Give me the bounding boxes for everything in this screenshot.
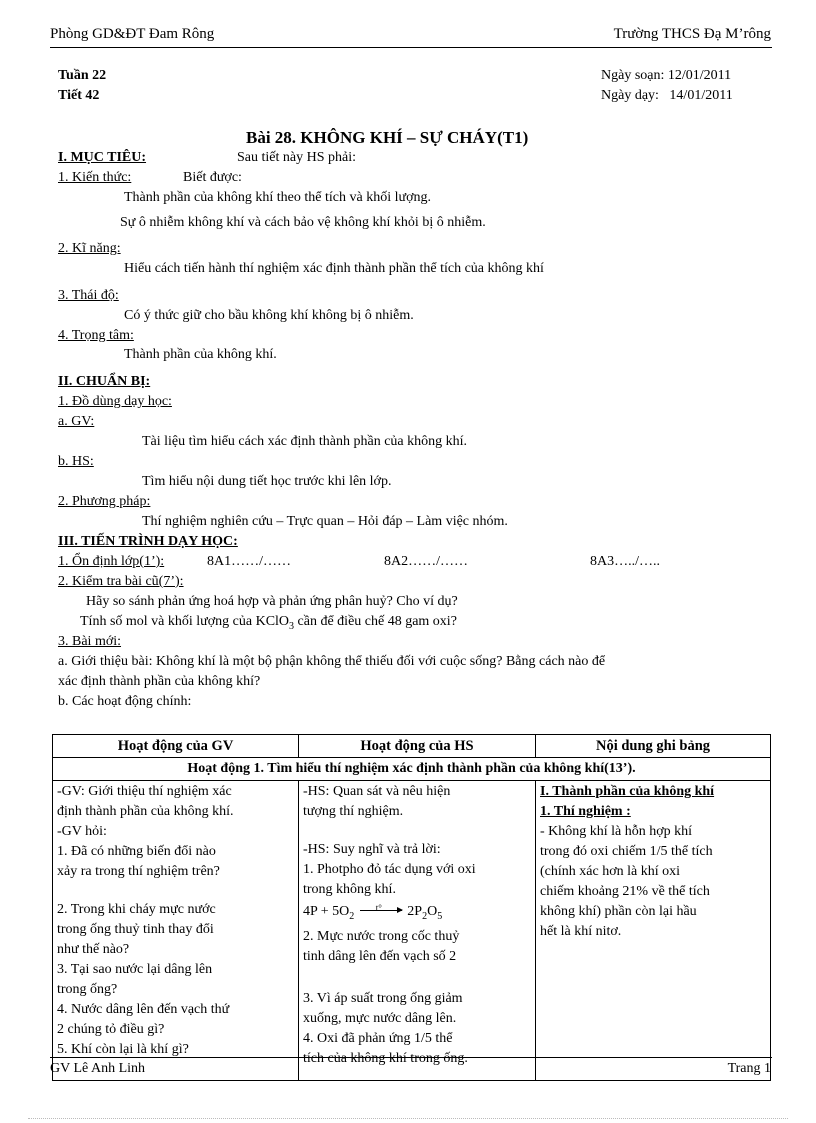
board-line: - Không khí là hỗn hợp khí <box>540 824 693 839</box>
teacher-prep-item: Tài liệu tìm hiểu cách xác định thành phần của không khí. <box>142 434 468 449</box>
table-row <box>53 781 771 1081</box>
board-line: hết là khí nitơ. <box>540 924 622 939</box>
introduction-text: xác định thành phần của không khí? <box>58 674 261 689</box>
board-line: chiếm khoảng 21% về thể tích <box>540 884 710 899</box>
student-line: tượng thí nghiệm. <box>303 804 404 819</box>
equation-product: 2P <box>407 904 423 919</box>
equation-reactants: 4P + 5O <box>303 904 350 919</box>
spacer <box>57 882 294 900</box>
board-line: (chính xác hơn là khí oxi <box>540 864 680 879</box>
teacher-line: trong ống? <box>57 982 118 997</box>
student-line: 1. Photpho đỏ tác dụng với oxi <box>303 862 476 877</box>
spacer <box>303 967 531 989</box>
week-label: Tuần 22 <box>58 68 107 83</box>
subscript: 3 <box>289 620 295 632</box>
heat-condition: t° <box>375 903 382 913</box>
objectives-intro: Sau tiết này HS phải: <box>237 150 356 165</box>
page-number: Trang 1 <box>727 1061 771 1076</box>
teacher-line: như thế nào? <box>57 942 130 957</box>
review-question-text: cần để điều chế 48 gam oxi? <box>294 614 457 629</box>
review-heading: 2. Kiểm tra bài cũ(7’): <box>58 574 184 589</box>
board-line: không khí) phần còn lại hầu <box>540 904 697 919</box>
footer-rule <box>50 1057 772 1058</box>
attitude-item: Có ý thức giữ cho bầu không khí không bị ô nhiễm. <box>124 308 414 323</box>
equation-product: O <box>427 904 438 919</box>
student-line: 3. Vì áp suất trong ống giảm <box>303 990 463 1006</box>
review-question: Hãy so sánh phản ứng hoá hợp và phản ứng phân huỷ? Cho ví dụ? <box>86 594 458 609</box>
chemical-equation <box>303 902 531 927</box>
section-objectives-heading: I. MỤC TIÊU: <box>58 150 147 165</box>
teacher-line: xảy ra trong thí nghiệm trên? <box>57 864 220 879</box>
section-process-heading: III. TIẾN TRÌNH DẠY HỌC: <box>58 534 238 549</box>
teacher-line: định thành phần của không khí. <box>57 804 234 819</box>
board-subheading: 1. Thí nghiệm : <box>540 804 631 819</box>
student-line: xuống, mực nước dâng lên. <box>303 1010 457 1026</box>
student-line: 4. Oxi đã phản ứng 1/5 thể <box>303 1030 453 1046</box>
method-heading: 2. Phương pháp: <box>58 494 151 509</box>
student-line: tích của không khí trong ống. <box>303 1050 468 1066</box>
column-student: Hoạt động của HS <box>299 735 536 758</box>
activity-title-row <box>53 758 771 781</box>
knowledge-heading: 1. Kiến thức: <box>58 170 132 185</box>
focus-heading: 4. Trọng tâm: <box>58 328 134 343</box>
knowledge-item: Sự ô nhiễm không khí và cách bảo vệ không khí khỏi bị ô nhiễm. <box>120 215 486 230</box>
teacher-line: 3. Tại sao nước lại dâng lên <box>57 962 213 977</box>
main-activities-label: b. Các hoạt động chính: <box>58 694 192 709</box>
table-header-row <box>53 735 771 758</box>
student-prep-heading: b. HS: <box>58 454 94 469</box>
attitude-heading: 3. Thái độ: <box>58 288 119 303</box>
footer-author: GV Lê Anh Linh <box>50 1061 146 1076</box>
reaction-arrow-icon <box>360 903 402 913</box>
page-edge-divider <box>28 1118 788 1119</box>
student-line: -HS: Suy nghĩ và trả lời: <box>303 842 441 857</box>
focus-item: Thành phần của không khí. <box>124 347 277 362</box>
teacher-activity-cell <box>53 781 299 1081</box>
knowledge-intro: Biết được: <box>183 170 242 185</box>
column-board-content: Nội dung ghi bảng <box>536 735 771 758</box>
spacer <box>303 822 531 840</box>
review-question-text: Tính số mol và khối lượng của KClO <box>80 614 290 629</box>
student-prep-item: Tìm hiểu nội dung tiết học trước khi lên lớp. <box>142 474 392 489</box>
teacher-line: 4. Nước dâng lên đến vạch thứ <box>57 1002 230 1017</box>
teacher-line: -GV hỏi: <box>57 824 107 839</box>
activities-table <box>52 734 771 1081</box>
board-line: trong đó oxi chiếm 1/5 thể tích <box>540 844 713 859</box>
student-line: tinh dâng lên đến vạch số 2 <box>303 948 457 964</box>
teacher-prep-heading: a. GV: <box>58 414 95 429</box>
activity-title: Hoạt động 1. Tìm hiểu thí nghiệm xác định thành phần của không khí(13’). <box>53 758 771 781</box>
stabilize-heading: 1. Ổn định lớp(1’): <box>58 554 165 569</box>
class-attendance-8a1: 8A1……/…… <box>207 554 291 569</box>
teacher-line: trong ống thuỷ tinh thay đổi <box>57 922 214 937</box>
column-teacher: Hoạt động của GV <box>53 735 299 758</box>
subscript: 2 <box>349 910 355 922</box>
teacher-line: 2. Trong khi cháy mực nước <box>57 902 216 917</box>
header-right: Trường THCS Đạ M’rông <box>613 26 771 42</box>
section-preparation-heading: II. CHUẨN BỊ: <box>58 374 151 389</box>
lesson-title: Bài 28. KHÔNG KHÍ – SỰ CHÁY(T1) <box>246 128 529 147</box>
teach-date: Ngày dạy: 14/01/2011 <box>601 88 733 103</box>
teacher-line: 1. Đã có những biến đổi nào <box>57 844 216 859</box>
skills-item: Hiểu cách tiến hành thí nghiệm xác định thành phần thể tích của không khí <box>124 261 544 276</box>
student-line: 2. Mực nước trong cốc thuỷ <box>303 928 460 944</box>
period-label: Tiết 42 <box>58 88 100 103</box>
class-attendance-8a2: 8A2……/…… <box>384 554 468 569</box>
prep-date: Ngày soạn: 12/01/2011 <box>601 68 732 83</box>
teacher-line: 5. Khí còn lại là khí gì? <box>57 1042 189 1057</box>
skills-heading: 2. Kĩ năng: <box>58 241 121 256</box>
subscript: 5 <box>437 910 443 922</box>
teacher-line: -GV: Giới thiệu thí nghiệm xác <box>57 784 232 799</box>
introduction-text: a. Giới thiệu bài: Không khí là một bộ phận không thể thiếu đối với cuộc sống? Bằng cách nào để <box>58 654 606 669</box>
class-attendance-8a3: 8A3…../….. <box>590 554 660 569</box>
student-line: -HS: Quan sát và nêu hiện <box>303 784 451 799</box>
new-lesson-heading: 3. Bài mới: <box>58 634 122 649</box>
board-content-cell <box>536 781 771 1081</box>
header-rule <box>50 47 772 48</box>
student-line: trong không khí. <box>303 882 396 897</box>
knowledge-item: Thành phần của không khí theo thể tích và khối lượng. <box>124 190 431 205</box>
review-question <box>80 614 457 632</box>
teacher-line: 2 chúng tỏ điều gì? <box>57 1022 165 1037</box>
tools-heading: 1. Đồ dùng dạy học: <box>58 394 172 409</box>
student-activity-cell <box>299 781 536 1081</box>
method-item: Thí nghiệm nghiên cứu – Trực quan – Hỏi đáp – Làm việc nhóm. <box>142 514 508 529</box>
header-left: Phòng GD&ĐT Đam Rông <box>50 26 215 42</box>
board-heading: I. Thành phần của không khí <box>540 784 715 799</box>
subscript: 2 <box>422 910 428 922</box>
